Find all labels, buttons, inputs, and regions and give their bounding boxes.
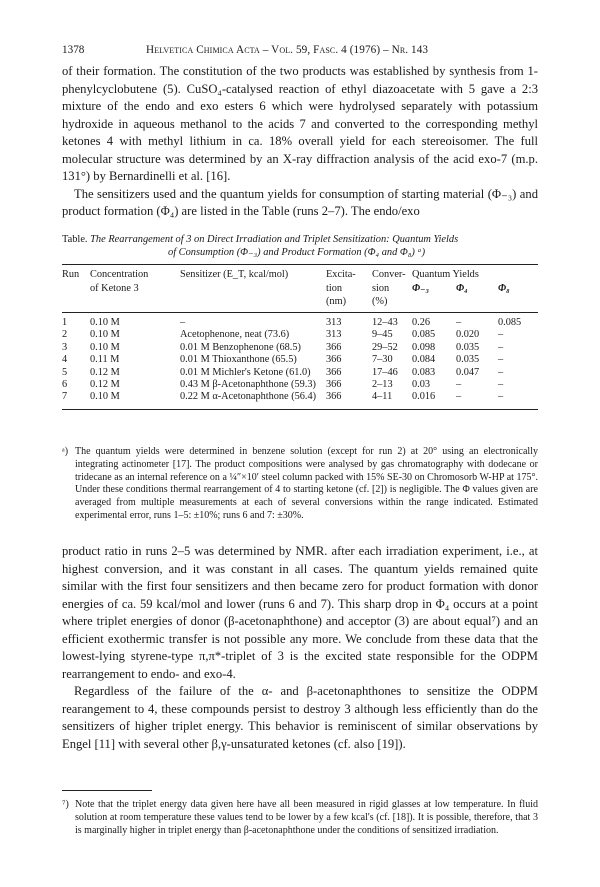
cell-phi-4: 0.035 bbox=[456, 341, 480, 353]
cell-conversion: 29–52 bbox=[372, 341, 398, 353]
cell-phi-3: 0.098 bbox=[412, 341, 436, 353]
header-concentration: Concentration bbox=[90, 269, 149, 280]
header-run: Run bbox=[62, 269, 80, 280]
cell-run: 2 bbox=[62, 329, 68, 341]
footnote-a-text: The quantum yields were determined in benzene solution (except for run 2) at 20° using an electronically integrating actinometer [17]. The product compositions were analysed by gas chromatography with dodecane or tridecane as an internal reference on a ¼″×10′ steel column packed with 15% SE-30 on Chromosorb W-HP at 175°. Under these conditions thermal rearrangement of 4 to starting ketone (cf. [2]) is negligible. The Φ values given are averaged from multiple measurements at each of several conversions within the range indicated. Estimated experimental error, runs 1–5: ±10%; runs 6 and 7: ±30%. bbox=[75, 446, 538, 521]
page-number: 1378 bbox=[62, 44, 85, 56]
cell-conversion: 2–13 bbox=[372, 379, 393, 391]
header-of-ketone: of Ketone 3 bbox=[90, 282, 139, 294]
cell-run: 1 bbox=[62, 317, 68, 328]
cell-sensitizer: 0.43 M β-Acetonaphthone (59.3) bbox=[180, 379, 316, 391]
body-text-top bbox=[62, 63, 538, 221]
header-excitation: Excita- bbox=[326, 269, 356, 280]
cell-conversion: 7–30 bbox=[372, 354, 393, 366]
cell-phi-8: – bbox=[498, 391, 504, 403]
cell-phi-8: – bbox=[498, 379, 504, 391]
cell-run: 5 bbox=[62, 366, 68, 378]
cell-excitation: 366 bbox=[326, 341, 342, 353]
cell-excitation: 313 bbox=[326, 329, 342, 341]
cell-concentration: 0.12 M bbox=[90, 379, 120, 391]
footnote-a-mark: ᵃ) bbox=[62, 446, 69, 457]
cell-phi-3: 0.085 bbox=[412, 329, 436, 341]
paragraph-product-ratio: product ratio in runs 2–5 was determined by NMR. after each irradiation experiment, i.e., at highest conversion, and it was constant in all cases. The quantum yields remained quite similar with the first four sensitizers and then became zero for product formation with donor energies of ca. 59 kcal/mol and lower (runs 6 and 7). This sharp drop in Φ₄ occurs at a point where triplet energies of donor (β-acetonaphthone) and acceptor (3) are about equal⁷) and an efficient exothermic transfer is not possible any more. We conclude from these data that the lowest-lying styrene-type π,π*-triplet of 3 is the excited state responsible for the ODPM rearrangement to endo- and exo-4. bbox=[62, 544, 538, 681]
table-header bbox=[62, 268, 538, 309]
table-row bbox=[62, 391, 538, 403]
caption-line-2: of Consumption (Φ₋₃) and Product Formation (Φ₄ and Φ₈) ᵃ) bbox=[168, 247, 426, 258]
cell-conversion: 17–46 bbox=[372, 366, 398, 378]
cell-excitation: 313 bbox=[326, 317, 342, 328]
cell-sensitizer: – bbox=[180, 317, 186, 328]
footnote-rule bbox=[62, 790, 152, 791]
cell-concentration: 0.10 M bbox=[90, 317, 120, 328]
cell-concentration: 0.11 M bbox=[90, 354, 120, 366]
cell-excitation: 366 bbox=[326, 379, 342, 391]
cell-concentration: 0.10 M bbox=[90, 329, 120, 341]
footnote-7-text: Note that the triplet energy data given here have all been measured in rigid glasses at low temperature. In fluid solution at room temperature these values tend to be lower by a few kcal's (cf. [18]). It is possible, therefore, that 3 is marginally higher in triplet energy than β-acetonaphthone under the conditions of sensitized irradiation. bbox=[75, 799, 538, 836]
cell-phi-3: 0.016 bbox=[412, 391, 436, 403]
cell-phi-8: – bbox=[498, 366, 504, 378]
cell-phi-3: 0.03 bbox=[412, 379, 431, 391]
cell-excitation: 366 bbox=[326, 366, 342, 378]
cell-phi-8: – bbox=[498, 329, 504, 341]
footnote-a bbox=[62, 446, 538, 523]
cell-phi-8: – bbox=[498, 354, 504, 366]
cell-phi-8: – bbox=[498, 341, 504, 353]
paragraph-regardless: Regardless of the failure of the α- and β-acetonaphthones to sensitize the ODPM rearangement to 4, these compounds persist to destroy 3 although less efficiently than do the sensitizers of higher triplet energy. This behavior is reminiscent of similar observations by Engel [11] with several other β,γ-unsaturated ketones (cf. also [19]). bbox=[62, 684, 538, 751]
header-tion: tion bbox=[326, 282, 343, 294]
body-text-bottom bbox=[62, 543, 538, 753]
cell-run: 4 bbox=[62, 354, 68, 366]
table-top-rule bbox=[62, 264, 538, 265]
cell-run: 7 bbox=[62, 391, 68, 403]
header-phi-4: Φ₄ bbox=[456, 282, 468, 294]
footnote-7-mark: ⁷) bbox=[62, 799, 69, 810]
header-sensitizer: Sensitizer (E_T, kcal/mol) bbox=[180, 269, 289, 280]
cell-run: 6 bbox=[62, 379, 68, 391]
header-sion: sion bbox=[372, 282, 390, 294]
cell-phi-4: – bbox=[456, 391, 462, 403]
cell-phi-3: 0.26 bbox=[412, 317, 431, 328]
cell-concentration: 0.10 M bbox=[90, 391, 120, 403]
table-row bbox=[62, 367, 538, 379]
cell-sensitizer: 0.22 M α-Acetonaphthone (56.4) bbox=[180, 391, 317, 403]
paragraph-formation: of their formation. The constitution of the two products was established by synthesis from 1-phenylcyclobutene (5). CuSO₄-catalysed reaction of ethyl diazoacetate with 5 gave a 2:3 mixture of the endo and exo esters 6 which were hydrolysed separately with potassium hydroxide in aqueous methanol to the acids 7 and converted to the corresponding methyl ketones 4 with methyl lithium in ca. 18% overall yield for each stereoisomer. The full molecular structure was determined by an X-ray diffraction analysis of the acid exo-7 (m.p. 131°) by Bernardinelli et al. [16]. bbox=[62, 64, 538, 183]
cell-conversion: 12–43 bbox=[372, 317, 398, 328]
cell-phi-4: – bbox=[456, 379, 462, 391]
cell-conversion: 9–45 bbox=[372, 329, 393, 341]
cell-phi-3: 0.083 bbox=[412, 366, 436, 378]
cell-run: 3 bbox=[62, 341, 68, 353]
cell-sensitizer: 0.01 M Thioxanthone (65.5) bbox=[180, 354, 297, 366]
table-body bbox=[62, 317, 538, 404]
table-caption bbox=[62, 233, 538, 259]
cell-phi-4: 0.035 bbox=[456, 354, 480, 366]
cell-phi-4: – bbox=[456, 317, 462, 328]
cell-concentration: 0.12 M bbox=[90, 366, 120, 378]
header-nm: (nm) bbox=[326, 296, 347, 307]
table-row bbox=[62, 354, 538, 366]
cell-excitation: 366 bbox=[326, 354, 342, 366]
cell-excitation: 366 bbox=[326, 391, 342, 403]
caption-line-1 bbox=[62, 233, 538, 246]
table-row bbox=[62, 342, 538, 354]
footnote-7 bbox=[62, 799, 538, 837]
table-bottom-rule bbox=[62, 409, 538, 410]
cell-sensitizer: 0.01 M Benzophenone (68.5) bbox=[180, 341, 301, 353]
cell-sensitizer: Acetophenone, neat (73.6) bbox=[180, 329, 290, 341]
header-quantum-yields: Quantum Yields bbox=[412, 269, 479, 280]
cell-sensitizer: 0.01 M Michler's Ketone (61.0) bbox=[180, 366, 311, 378]
caption-label: Table. bbox=[62, 234, 88, 245]
cell-phi-4: 0.047 bbox=[456, 366, 480, 378]
cell-concentration: 0.10 M bbox=[90, 341, 120, 353]
table-mid-rule bbox=[62, 312, 538, 313]
header-percent: (%) bbox=[372, 296, 388, 307]
table-row bbox=[62, 329, 538, 341]
cell-phi-4: 0.020 bbox=[456, 329, 480, 341]
cell-phi-3: 0.084 bbox=[412, 354, 436, 366]
header-conversion: Conver- bbox=[372, 269, 406, 280]
caption-title: The Rearrangement of 3 on Direct Irradiation and Triplet Sensitization: Quantum Yields bbox=[90, 234, 459, 245]
paragraph-sensitizers: The sensitizers used and the quantum yields for consumption of starting material (Φ₋₃) and product formation (Φ₄) are listed in the Table (runs 2–7). The endo/exo bbox=[62, 186, 538, 218]
cell-conversion: 4–11 bbox=[372, 391, 393, 403]
header-phi-8: Φ₈ bbox=[498, 282, 510, 294]
table-row bbox=[62, 379, 538, 391]
running-head: Helvetica Chimica Acta – Vol. 59, Fasc. 4 (1976) – Nr. 143 bbox=[146, 44, 429, 56]
table-row bbox=[62, 317, 538, 329]
header-phi-3: Φ₋₃ bbox=[412, 282, 430, 294]
cell-phi-8: 0.085 bbox=[498, 317, 522, 328]
